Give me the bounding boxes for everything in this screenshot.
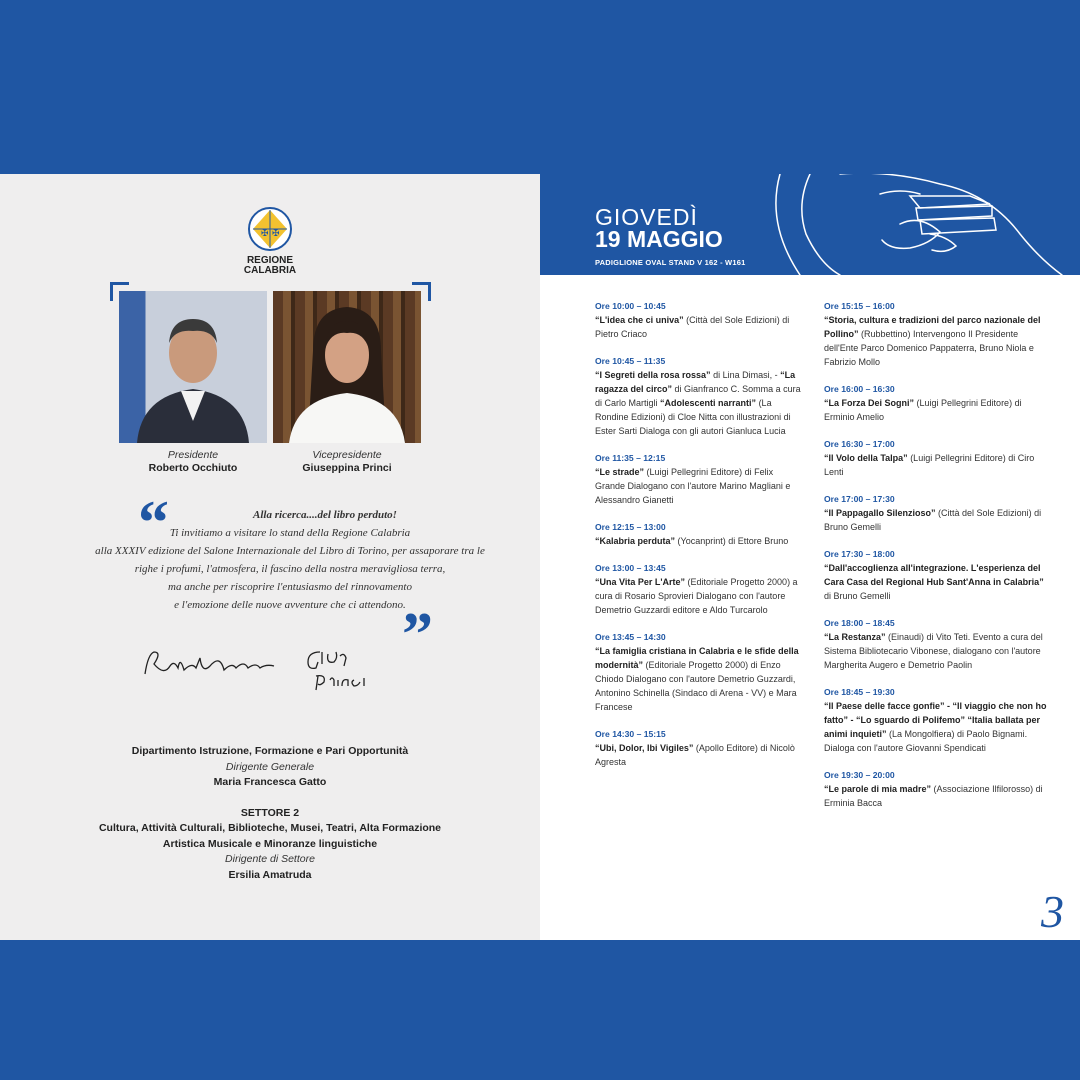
person-silhouette-icon [273,291,421,443]
event-time: Ore 11:35 – 12:15 [595,453,666,463]
quote-title: Alla ricerca....del libro perduto! [253,509,397,521]
reader-illustration-icon [770,174,1080,275]
event-time: Ore 12:15 – 13:00 [595,522,666,532]
sector-desc: Artistica Musicale e Minoranze linguistiche [162,837,378,850]
event-details: (Editoriale Progetto 2000) a cura di Rosario Sprovieri Dialogano con l'autore Demetrio Guzzardi editore e Aldo Turcarolo [595,577,798,615]
president-role: Presidente [167,449,219,461]
schedule-event [824,437,1049,479]
event-time: Ore 10:00 – 10:45 [595,301,666,311]
vicepresident-name: Giuseppina Princi [302,462,392,474]
event-details: (Luigi Pellegrini Editore) di Felix Grande Dialogano con l'autore Marino Magliani e Alessandro Gianetti [595,467,791,505]
schedule-event [824,616,1049,672]
event-description [824,561,1049,603]
event-description [824,313,1049,369]
event-description [595,644,805,714]
event-time: Ore 18:45 – 19:30 [824,687,895,697]
person-silhouette-icon [119,291,267,443]
credits-block [40,744,500,883]
schedule-event [595,630,805,714]
event-description [824,699,1049,755]
event-description [595,575,805,617]
event-title: “La ragazza del circo” [595,370,796,394]
svg-text:✠: ✠ [261,229,269,239]
event-description [595,368,805,438]
schedule-event [824,299,1049,369]
signature-princi [300,644,380,694]
logo-text [230,256,310,276]
date-label: 19 MAGGIO [595,226,723,252]
event-description [595,465,805,507]
day-label: GIOVEDÌ [595,204,698,230]
schedule-column-1 [595,299,805,782]
event-time: Ore 13:00 – 13:45 [595,563,666,573]
quote-line: Ti invitiamo a visitare lo stand della Regione Calabria [169,527,411,539]
event-title: “La famiglia cristiana in Calabria e le sfide della modernità” [595,646,799,670]
event-details: (La Mongolfiera) di Paolo Bignami. Dialoga con l'autore Giovanni Spendicati [824,729,1028,753]
event-details: (La Rondine Edizioni) di Cloe Nitta con illustrazioni di Ester Sarti Dialoga con gli autori Gianluca Lucia [595,398,791,436]
vicepresident-photo [273,291,421,443]
page-number: 3 [1041,886,1064,937]
sector-role: Dirigente di Settore [225,853,315,865]
schedule-event [824,768,1049,810]
event-description [824,451,1049,479]
schedule-event [824,685,1049,755]
invitation-quote [80,506,500,614]
event-details: (Città del Sole Edizioni) di Bruno Gemelli [824,508,1042,532]
pavilion-label: PADIGLIONE OVAL STAND V 162 - W161 [595,258,746,267]
sector-desc: Cultura, Attività Culturali, Biblioteche, Musei, Teatri, Alta Formazione [98,822,442,834]
department-person: Maria Francesca Gatto [213,776,327,788]
left-page [0,174,540,940]
event-details: (Apollo Editore) di Nicolò Agresta [595,743,795,767]
president-caption [119,449,267,475]
schedule-event [595,354,805,438]
logo-text-line2: CALABRIA [243,265,297,276]
event-details: di Gianfranco C. Somma a cura di Carlo Martigli [595,384,801,408]
event-description [824,782,1049,810]
schedule-event [824,382,1049,424]
event-details: (Editoriale Progetto 2000) di Enzo Chiodo Dialogano con l'autore Demetrio Guzzardi, Antonino Schinella (Sindaco di Arena - VV) e Mara Francese [595,660,797,712]
event-title: “Il Pappagallo Silenzioso” [824,508,936,518]
event-title: “La Forza Dei Sogni” [824,398,915,408]
sector-person: Ersilia Amatruda [228,868,312,881]
event-details: (Luigi Pellegrini Editore) di Ciro Lenti [824,453,1035,477]
schedule-event [824,547,1049,603]
department-role: Dirigente Generale [225,760,315,773]
schedule-event [595,561,805,617]
event-details: di Lina Dimasi, - [710,370,781,380]
event-title: “Dall'accoglienza all'integrazione. L'esperienza del Cara Casa del Regional Hub Sant'Anna in Calabria” [824,563,1044,587]
signature-occhiuto [140,644,280,684]
event-title: “L'idea che ci univa” [595,315,684,325]
event-time: Ore 14:30 – 15:15 [595,729,666,739]
sector-title: SETTORE 2 [240,806,300,819]
schedule-event [595,299,805,341]
event-title: “Una Vita Per L'Arte” [595,577,685,587]
schedule-event [824,492,1049,534]
day-header [540,174,1080,275]
event-time: Ore 16:00 – 16:30 [824,384,895,394]
event-title: “Il Paese delle facce gonfie” - “Il viaggio che non ho fatto” - “Lo sguardo di Polifemo” “Italia ballata per animi inquieti” [824,701,1047,739]
schedule-column-2 [824,299,1049,823]
event-title: “Ubi, Dolor, Ibi Vigiles” [595,743,694,753]
event-description [595,741,805,769]
event-time: Ore 17:30 – 18:00 [824,549,895,559]
event-time: Ore 10:45 – 11:35 [595,356,666,366]
schedule-event [595,727,805,769]
regione-calabria-logo-icon [247,206,293,252]
event-title: “Le parole di mia madre” [824,784,932,794]
event-time: Ore 16:30 – 17:00 [824,439,895,449]
quote-line: e l'emozione delle nuove avventure che ci attendono. [174,599,406,611]
event-time: Ore 15:15 – 16:00 [824,301,895,311]
schedule-event [595,451,805,507]
logo-text-line1: REGIONE [246,255,294,266]
event-title: “I Segreti della rosa rossa” [595,370,711,380]
event-details: (Einaudi) di Vito Teti. Evento a cura del Sistema Bibliotecario Vibonese, dialogano con l'autore Margherita Augero e Demetrio Paolin [824,632,1043,670]
event-title: “Il Volo della Talpa” [824,453,908,463]
vicepresident-role: Vicepresidente [312,449,382,461]
event-time: Ore 13:45 – 14:30 [595,632,666,642]
event-description [595,534,805,548]
open-quote-icon: “ [138,489,169,557]
president-photo [119,291,267,443]
vicepresident-caption [273,449,421,475]
event-time: Ore 17:00 – 17:30 [824,494,895,504]
close-quote-icon: ” [402,601,433,669]
event-description [824,506,1049,534]
event-title: “Storia, cultura e tradizioni del parco nazionale del Pollino” [824,315,1041,339]
event-details: (Città del Sole Edizioni) di Pietro Criaco [595,315,790,339]
event-description [824,396,1049,424]
event-details: (Associazione Ilfilorosso) di Erminia Bacca [824,784,1043,808]
event-details: (Luigi Pellegrini Editore) di Erminio Amelio [824,398,1022,422]
event-title: “La Restanza” [824,632,886,642]
event-description [824,630,1049,672]
event-description [595,313,805,341]
department-name: Dipartimento Istruzione, Formazione e Pari Opportunità [131,745,409,757]
svg-text:✠: ✠ [272,229,280,239]
event-title: “Adolescenti narranti” [660,398,757,408]
event-details: (Rubbettino) Intervengono Il Presidente dell'Ente Parco Domenico Pappaterra, Bruno Niola e Fabrizio Mollo [824,329,1034,367]
quote-line: righe i profumi, l'atmosfera, il fascino della nostra meravigliosa terra, [134,563,446,575]
schedule-event [595,520,805,548]
event-title: “Le strade” [595,467,645,477]
event-time: Ore 18:00 – 18:45 [824,618,895,628]
event-details: di Bruno Gemelli [824,591,891,601]
event-time: Ore 19:30 – 20:00 [824,770,895,780]
quote-line: alla XXXIV edizione del Salone Internazionale del Libro di Torino, per assaporare tra le [95,545,485,557]
quote-line: ma anche per riscoprire l'entusiasmo del rinnovamento [168,581,412,593]
right-page [540,174,1080,940]
event-title: “Kalabria perduta” [595,536,676,546]
event-details: (Yocanprint) di Ettore Bruno [675,536,789,546]
president-name: Roberto Occhiuto [148,462,238,474]
